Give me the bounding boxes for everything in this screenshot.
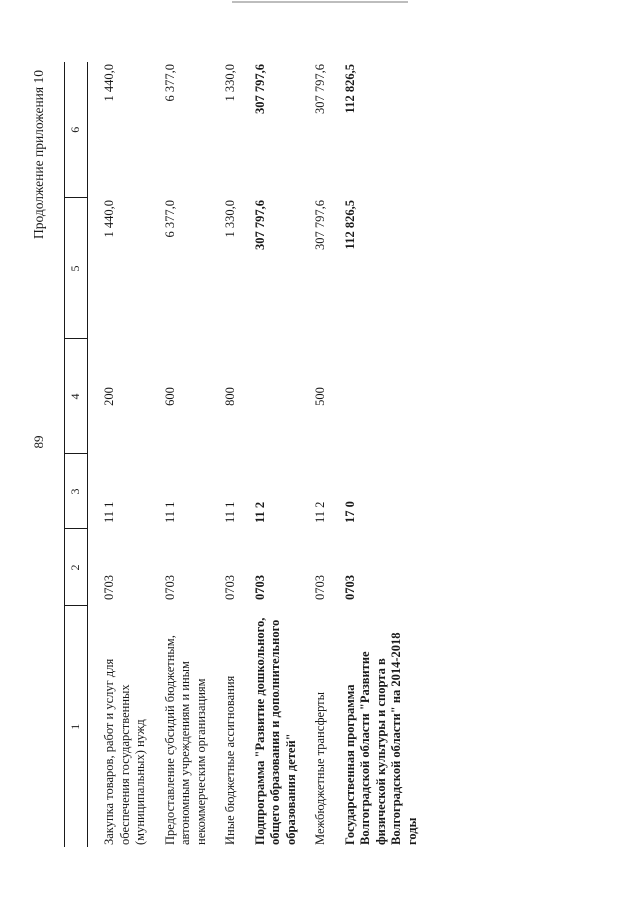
section-code: 0703 <box>252 575 267 600</box>
table-header-row <box>65 62 88 847</box>
amount-col6: 1 330,0 <box>223 64 237 102</box>
expense-type <box>329 339 421 454</box>
column-header: 2 <box>65 529 88 606</box>
amount-col5: 1 330,0 <box>223 200 237 238</box>
column-header: 6 <box>65 62 88 198</box>
row-name: Межбюджетные трансферты <box>313 691 327 845</box>
row-name: Государственная программа Волгоградской области "Развитие физической культуры и спорта в Волгоградской области" на 2014-2018 годы <box>342 632 419 845</box>
expense-type: 200 <box>102 387 116 406</box>
amount-col5: 1 440,0 <box>102 200 116 238</box>
amount-col5: 307 797,6 <box>252 200 267 250</box>
budget-table-container <box>64 62 420 847</box>
amount-col5: 307 797,6 <box>313 200 327 250</box>
table-row-subprogram <box>239 62 300 847</box>
amount-col5: 112 826,5 <box>342 200 357 250</box>
table-row <box>299 62 329 847</box>
amount-col6: 112 826,5 <box>342 64 357 114</box>
row-name: Иные бюджетные ассигнования <box>223 675 237 845</box>
program-code: 11 2 <box>252 501 267 523</box>
table-row <box>88 62 149 847</box>
section-code: 0703 <box>313 575 327 600</box>
row-name: Закупка товаров, работ и услуг для обеспечения государственных (муниципальных) нужд <box>102 658 147 845</box>
amount-col6: 6 377,0 <box>162 64 177 102</box>
row-name: Подпрограмма "Развитие дошкольного, общего образования и дополнительного образования детей" <box>252 617 298 845</box>
amount-col6: 1 440,0 <box>102 64 116 102</box>
program-code: 11 1 <box>223 501 237 523</box>
expense-type: 600 <box>162 387 177 406</box>
program-code: 11 1 <box>102 501 116 523</box>
column-header: 1 <box>65 606 88 847</box>
program-code: 17 0 <box>342 501 357 523</box>
amount-col6: 307 797,6 <box>252 64 267 114</box>
section-code: 0703 <box>223 575 237 600</box>
column-header: 4 <box>65 339 88 454</box>
column-header: 3 <box>65 454 88 529</box>
section-code: 0703 <box>342 575 357 600</box>
table-row-program <box>329 62 421 847</box>
section-code: 0703 <box>102 575 116 600</box>
row-name: Предоставление субсидий бюджетным, автономным учреждениям и иным некоммерческим организациям <box>162 635 208 845</box>
expense-type: 500 <box>313 387 327 406</box>
table-row <box>209 62 239 847</box>
page-number: 89 <box>31 435 46 449</box>
expense-type <box>239 339 300 454</box>
appendix-continuation-label: Продолжение приложения 10 <box>31 70 46 240</box>
amount-col5: 6 377,0 <box>162 200 177 238</box>
expense-type: 800 <box>223 387 237 406</box>
amount-col6: 307 797,6 <box>313 64 327 114</box>
column-header: 5 <box>65 198 88 339</box>
section-code: 0703 <box>162 575 177 600</box>
table-row <box>149 62 210 847</box>
budget-table <box>64 62 420 847</box>
program-code: 11 1 <box>162 501 177 523</box>
program-code: 11 2 <box>313 501 327 523</box>
